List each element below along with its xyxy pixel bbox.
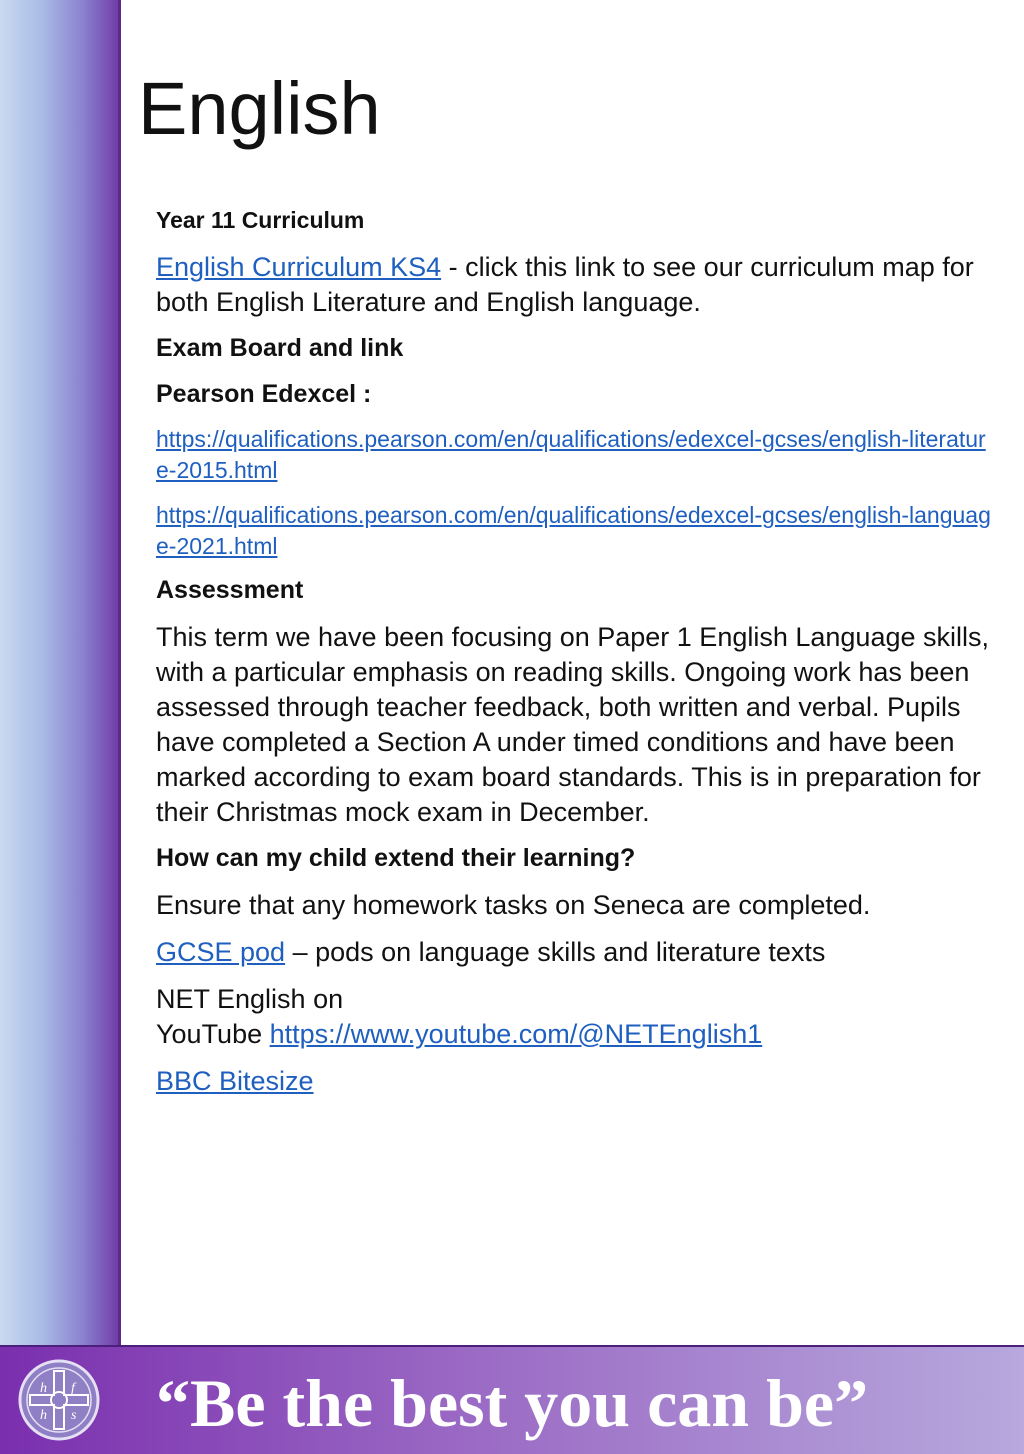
school-crest-logo [18, 1359, 100, 1441]
gcse-pod-paragraph [156, 935, 996, 970]
bbc-paragraph [156, 1064, 996, 1099]
exam-board-heading: Exam Board and link [156, 334, 404, 362]
year-heading: Year 11 Curriculum [156, 207, 365, 233]
pearson-heading: Pearson Edexcel : [156, 380, 372, 408]
assessment-text: This term we have been focusing on Paper 1 English Language skills, with a particular emphasis on reading skills. Ongoing work has been assessed through teacher feedback, both written and verbal. Pupils have completed a Section A under timed conditions and have been marked according to exam board standards. This is in preparation for their Christmas mock exam in December. [156, 622, 989, 827]
extend-heading: How can my child extend their learning? [156, 844, 636, 872]
seneca-text: Ensure that any homework tasks on Seneca are completed. [156, 890, 871, 920]
net-english-text: NET English on [156, 984, 344, 1014]
youtube-label: YouTube [156, 1019, 270, 1049]
curriculum-paragraph [156, 250, 996, 320]
assessment-heading: Assessment [156, 576, 304, 604]
curriculum-text: - click this link to see our curriculum map for both English Literature and English language. [156, 252, 974, 317]
curriculum-link[interactable]: English Curriculum KS4 [156, 252, 442, 282]
gcse-pod-text: – pods on language skills and literature texts [285, 937, 826, 967]
main-content [156, 204, 996, 1099]
footer-banner [0, 1345, 1024, 1454]
crest-letter-4: s [71, 1408, 77, 1423]
sidebar-edge [118, 0, 121, 1345]
net-english-paragraph [156, 982, 996, 1052]
school-motto: “Be the best you can be” [156, 1365, 869, 1441]
crest-letter-2: f [71, 1381, 75, 1396]
crest-letter-1: h [40, 1381, 47, 1396]
page-title: English [138, 67, 381, 150]
crest-letter-3: h [40, 1408, 47, 1423]
bbc-bitesize-link[interactable]: BBC Bitesize [156, 1066, 314, 1096]
youtube-link[interactable]: https://www.youtube.com/@NETEnglish1 [269, 1019, 763, 1049]
sidebar-gradient [0, 0, 120, 1345]
literature-spec-link[interactable]: https://qualifications.pearson.com/en/qualifications/edexcel-gcses/english-literature-2015.html [156, 426, 986, 483]
gcse-pod-link[interactable]: GCSE pod [156, 937, 286, 967]
language-spec-link[interactable]: https://qualifications.pearson.com/en/qualifications/edexcel-gcses/english-language-2021.html [156, 502, 991, 559]
